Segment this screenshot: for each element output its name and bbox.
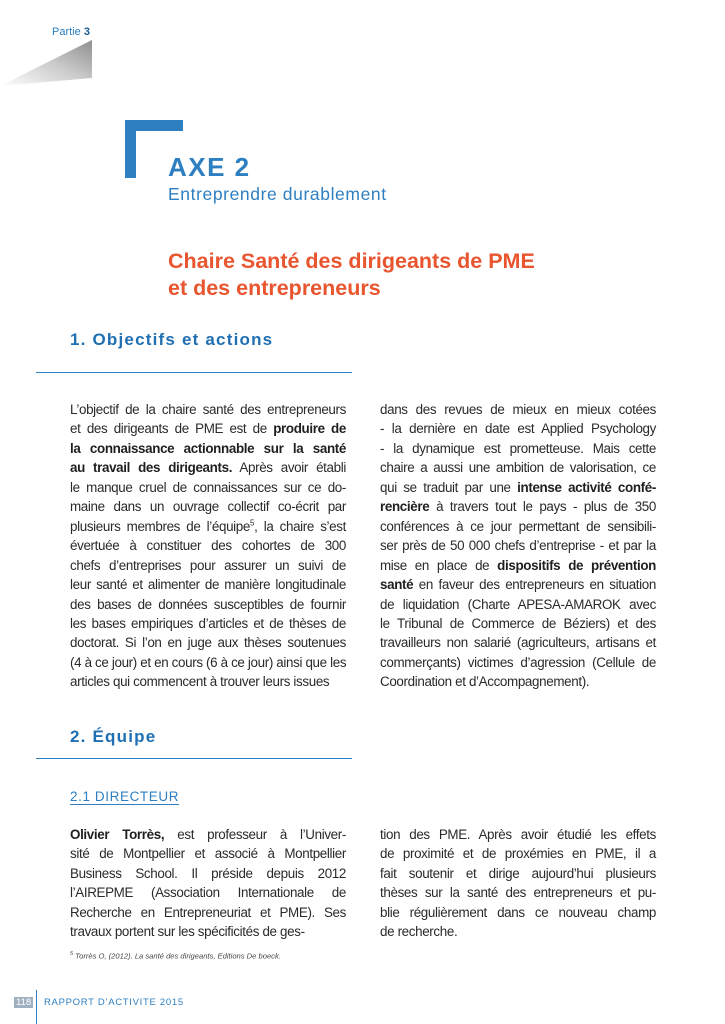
decorative-wedge: [0, 40, 92, 90]
text-line: [380, 614, 656, 633]
text-line: [70, 883, 346, 902]
text-run: doctorat. Si l’on en juge aux thèses soutenues: [70, 635, 346, 651]
text-run: commerçants) victimes d’agression (Cellule de: [380, 654, 656, 670]
text-line: [70, 400, 346, 419]
bold-text: dispositifs de prévention: [497, 557, 656, 573]
text-run: maine dans un ouvrage collectif co-écrit par: [70, 499, 346, 515]
text-line: [380, 536, 656, 555]
text-run: à travers tout le pays - plus de 350: [429, 499, 656, 515]
text-run: Recherche en Entrepreneuriat et PME). Ses: [70, 904, 346, 920]
text-line: [70, 864, 346, 883]
section-heading-objectifs: 1. Objectifs et actions: [70, 330, 274, 349]
text-line: [70, 825, 346, 844]
text-line: [380, 672, 656, 691]
text-run: ser près de 50 000 chefs d’entreprise - et par la: [380, 538, 656, 554]
text-line: [70, 556, 346, 575]
text-line: [380, 844, 656, 863]
text-line: [380, 633, 656, 652]
text-line: [380, 439, 656, 458]
text-run: (4 à ce jour) et en cours (6 à ce jour) ainsi que les: [70, 654, 347, 670]
text-line: [70, 478, 346, 497]
text-run: - la dynamique est prometteuse. Mais cette: [380, 440, 656, 456]
text-line: [70, 517, 346, 536]
text-run: en faveur des entrepreneurs en situation: [413, 577, 656, 593]
section-divider: [36, 758, 352, 759]
text-line: [380, 883, 656, 902]
text-run: , la chaire s’est: [254, 518, 346, 534]
text-run: les bases empiriques d’articles et de thèses de: [70, 615, 346, 631]
text-run: articles qui commencent à trouver leurs issues: [70, 674, 330, 690]
section1-left-column: [70, 400, 346, 692]
section1-right-column: [380, 400, 656, 692]
text-run: sité de Montpellier et associé à Montpellier: [70, 846, 346, 862]
bold-text: produire de: [273, 421, 346, 437]
text-run: fait soutenir et dirige aujourd’hui plusieurs: [380, 865, 656, 881]
text-line: [70, 614, 346, 633]
axe-title: AXE 2: [168, 152, 251, 182]
footer-divider: [36, 990, 37, 1024]
footnote-ref: 5: [250, 518, 255, 528]
text-line: [380, 864, 656, 883]
text-line: [380, 497, 656, 516]
section-heading-equipe: 2. Équipe: [70, 727, 157, 746]
chaire-title-line: et des entrepreneurs: [168, 276, 381, 300]
text-line: [380, 400, 656, 419]
text-line: [70, 419, 346, 438]
bold-text: santé: [380, 577, 414, 593]
subsection-heading-directeur: 2.1 DIRECTEUR: [70, 789, 180, 804]
text-line: [380, 903, 656, 922]
bold-text: la connaissance actionnable sur la santé: [70, 440, 346, 456]
text-line: [380, 825, 656, 844]
text-line: [380, 653, 656, 672]
text-run: le manque cruel de connaissances sur ce do-: [70, 479, 346, 495]
text-run: chefs d’entreprises pour assurer un suivi de: [70, 557, 346, 573]
text-run: - la dernière en date est Applied Psychology: [380, 421, 656, 437]
text-line: [380, 458, 656, 477]
text-run: dans des revues de mieux en mieux cotées: [380, 402, 656, 417]
report-title: RAPPORT D’ACTIVITE 2015: [44, 997, 184, 1008]
text-run: évertuée à constituer des cohortes de 300: [70, 538, 346, 554]
text-run: conférences à ce jour permettant de sensibili-: [380, 518, 656, 534]
text-run: travailleurs non salarié (agriculteurs, artisans et: [380, 635, 656, 651]
section-divider: [36, 372, 352, 373]
chaire-title: [168, 248, 648, 302]
text-line: [70, 672, 346, 691]
text-line: [70, 903, 346, 922]
page-number: 118: [16, 997, 32, 1008]
section2-left-column: [70, 825, 346, 942]
text-line: [380, 922, 656, 941]
text-run: L’objectif de la chaire santé des entrepreneurs: [70, 402, 346, 417]
text-line: [70, 653, 346, 672]
text-run: leur santé et alimenter de manière longitudinale: [70, 577, 346, 593]
text-run: de liquidation (Charte APESA-AMAROK avec: [380, 596, 656, 612]
text-run: l’AIREPME (Association Internationale de: [70, 885, 346, 901]
bold-text: rencière: [380, 499, 430, 515]
axe-subtitle: Entreprendre durablement: [168, 184, 387, 204]
text-line: [70, 633, 346, 652]
footnote: $^5$ Torrès O, (2012). La santé des dirigeants, Editions De boeck.: [70, 951, 281, 961]
bold-text: au travail des dirigeants.: [70, 460, 233, 476]
text-run: qui se traduit par une: [380, 479, 518, 495]
text-run: de recherche.: [380, 924, 458, 940]
text-line: [380, 595, 656, 614]
text-line: [70, 575, 346, 594]
text-run: chaire a aussi une ambition de valorisation, ce: [380, 460, 656, 476]
section2-right-column: [380, 825, 656, 942]
text-line: [380, 556, 656, 575]
text-line: [380, 419, 656, 438]
text-run: thèses sur la santé des entrepreneurs et pu-: [380, 885, 656, 901]
text-run: est professeur à l’Univer-: [164, 827, 346, 842]
text-run: Après avoir établi: [232, 460, 346, 476]
bold-text: intense activité confé-: [517, 479, 656, 495]
text-line: [70, 439, 346, 458]
text-line: [70, 844, 346, 863]
text-run: Business School. Il préside depuis 2012: [70, 865, 346, 881]
text-run: le Tribunal de Commerce de Béziers) et des: [380, 615, 656, 631]
text-run: tion des PME. Après avoir étudié les effets: [380, 827, 656, 842]
chaire-title-line: Chaire Santé des dirigeants de PME: [168, 249, 535, 273]
text-line: [70, 458, 346, 477]
text-line: [380, 517, 656, 536]
text-run: travaux portent sur les spécificités de ges-: [70, 924, 305, 940]
text-line: [70, 497, 346, 516]
text-run: Coordination et d’Accompagnement).: [380, 674, 590, 690]
text-line: [380, 575, 656, 594]
text-run: plusieurs membres de l’équipe: [70, 518, 250, 534]
text-run: blie régulièrement dans ce nouveau champ: [380, 904, 656, 920]
text-line: [380, 478, 656, 497]
text-line: [70, 536, 346, 555]
text-run: des bases de données susceptibles de fournir: [70, 596, 346, 612]
text-run: et des dirigeants de PME est de: [70, 421, 274, 437]
text-line: [70, 595, 346, 614]
text-line: [70, 922, 346, 941]
bold-text: Olivier Torrès,: [70, 827, 165, 842]
part-label: Partie 3: [52, 26, 90, 38]
text-run: mise en place de: [380, 557, 498, 573]
text-run: de proximité et de proxémies en PME, il a: [380, 846, 656, 862]
